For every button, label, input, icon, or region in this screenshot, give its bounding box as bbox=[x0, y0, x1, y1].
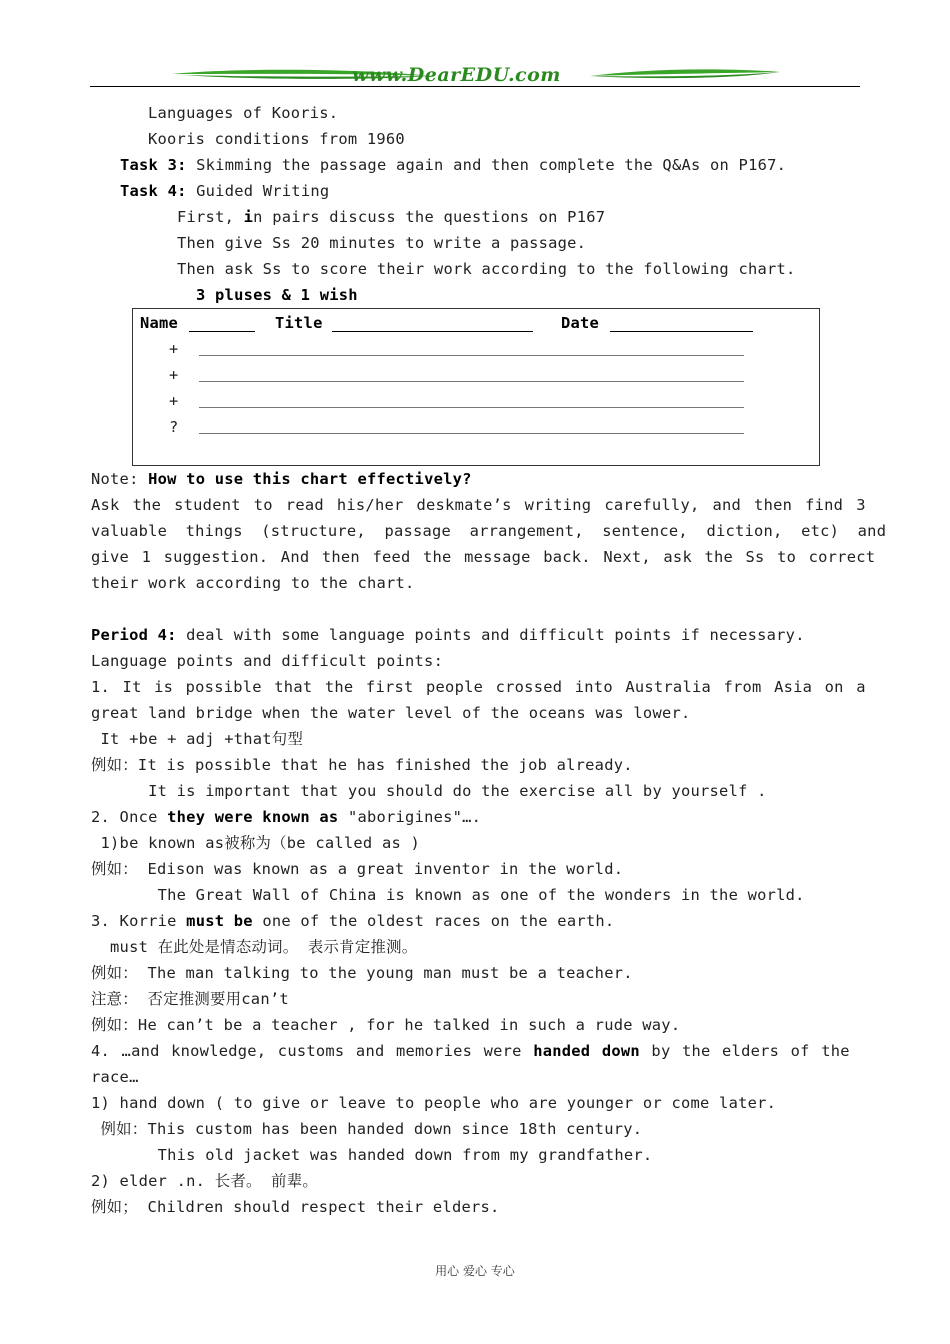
step-text: First, bbox=[177, 208, 244, 226]
note-text: 注意： 否定推测要用can’t bbox=[91, 990, 289, 1008]
right-swoosh-icon bbox=[590, 68, 780, 80]
point-text bbox=[91, 1041, 850, 1061]
chart-answer-line bbox=[199, 433, 744, 434]
header-rule bbox=[90, 86, 860, 87]
point-text-bold: they were known as bbox=[167, 808, 339, 826]
wish-mark: ? bbox=[169, 418, 179, 436]
step-line: Then ask Ss to score their work according to the following chart. bbox=[177, 260, 796, 278]
task4-label: Task 4: bbox=[120, 182, 187, 200]
example-text: 例如：He can’t be a teacher , for he talked in such a rude way. bbox=[91, 1016, 681, 1034]
period4-text: deal with some language points and difficult points if necessary. bbox=[176, 626, 805, 644]
period4-line bbox=[91, 625, 805, 645]
chart-title: 3 pluses & 1 wish bbox=[196, 286, 358, 304]
step-line: Then give Ss 20 minutes to write a passage. bbox=[177, 234, 587, 252]
note-paragraph: their work according to the chart. bbox=[91, 574, 415, 592]
example-text: 例如：It is possible that he has finished the job already. bbox=[91, 756, 633, 774]
task3-text: Skimming the passage again and then complete the Q&As on P167. bbox=[186, 156, 787, 174]
step-line bbox=[177, 207, 605, 227]
step-text: n pairs discuss the questions on P167 bbox=[253, 208, 606, 226]
point-text-part: 4. …and knowledge, customs and memories were bbox=[91, 1042, 534, 1060]
date-blank bbox=[610, 331, 753, 332]
point-text-part: one of the oldest races on the earth. bbox=[252, 912, 615, 930]
name-blank bbox=[189, 331, 255, 332]
date-label: Date bbox=[561, 314, 600, 332]
plus-mark: + bbox=[169, 340, 179, 358]
point-text: 1. It is possible that the first people crossed into Australia from Asia on a bbox=[91, 678, 866, 696]
task3-line bbox=[120, 155, 786, 175]
task3-label: Task 3: bbox=[120, 156, 187, 174]
plus-mark: + bbox=[169, 392, 179, 410]
point-text bbox=[91, 807, 481, 827]
note-paragraph: valuable things (structure, passage arrangement, sentence, diction, etc) and bbox=[91, 522, 887, 540]
period4-label: Period 4: bbox=[91, 626, 177, 644]
point-text bbox=[91, 911, 614, 931]
example-text: 例如： The man talking to the young man must be a teacher. bbox=[91, 964, 633, 982]
page-header bbox=[90, 62, 860, 90]
section-subtitle: Language points and difficult points: bbox=[91, 652, 444, 670]
title-label: Title bbox=[275, 314, 323, 332]
site-logo-text: www.DearEDU.com bbox=[352, 64, 561, 86]
topic-line: Kooris conditions from 1960 bbox=[148, 130, 405, 148]
point-text: 1) hand down ( to give or leave to people who are younger or come later. bbox=[91, 1094, 777, 1112]
name-label: Name bbox=[140, 314, 179, 332]
page-footer: 用心 爱心 专心 bbox=[435, 1264, 515, 1278]
point-text-bold: must be bbox=[186, 912, 253, 930]
example-text: It is important that you should do the exercise all by yourself . bbox=[91, 782, 767, 800]
chart-answer-line bbox=[199, 407, 744, 408]
example-text: 例如； Children should respect their elders. bbox=[91, 1198, 500, 1216]
example-text: This old jacket was handed down from my grandfather. bbox=[91, 1146, 653, 1164]
task4-text: Guided Writing bbox=[186, 182, 330, 200]
example-text: 例如：This custom has been handed down since 18th century. bbox=[91, 1120, 643, 1138]
point-text-part: by the elders of the bbox=[639, 1042, 850, 1060]
point-text-part: 2. Once bbox=[91, 808, 168, 826]
point-text: It +be + adj +that句型 bbox=[91, 730, 304, 748]
chart-answer-line bbox=[199, 355, 744, 356]
point-text-part: "aborigines"…. bbox=[338, 808, 482, 826]
note-paragraph: Ask the student to read his/her deskmate’s writing carefully, and then find 3 bbox=[91, 496, 866, 514]
score-chart bbox=[132, 308, 820, 466]
point-text-part: 3. Korrie bbox=[91, 912, 187, 930]
task4-line bbox=[120, 181, 329, 201]
point-text: 1)be known as被称为（be called as ) bbox=[91, 834, 421, 852]
example-text: The Great Wall of China is known as one of the wonders in the world. bbox=[91, 886, 805, 904]
point-text: race… bbox=[91, 1068, 139, 1086]
note-label: Note: bbox=[91, 470, 149, 488]
point-text: 2) elder .n. 长者。 前辈。 bbox=[91, 1172, 319, 1190]
point-text: great land bridge when the water level of the oceans was lower. bbox=[91, 704, 691, 722]
topic-line: Languages of Kooris. bbox=[148, 104, 339, 122]
step-text-bold: i bbox=[243, 208, 254, 226]
plus-mark: + bbox=[169, 366, 179, 384]
note-line bbox=[91, 469, 472, 489]
example-text: 例如： Edison was known as a great inventor in the world. bbox=[91, 860, 624, 878]
point-text: must 在此处是情态动词。 表示肯定推测。 bbox=[91, 938, 418, 956]
point-text-bold: handed down bbox=[533, 1042, 640, 1060]
chart-answer-line bbox=[199, 381, 744, 382]
note-paragraph: give 1 suggestion. And then feed the message back. Next, ask the Ss to correct bbox=[91, 548, 876, 566]
note-question: How to use this chart effectively? bbox=[148, 470, 472, 488]
title-blank bbox=[332, 331, 533, 332]
